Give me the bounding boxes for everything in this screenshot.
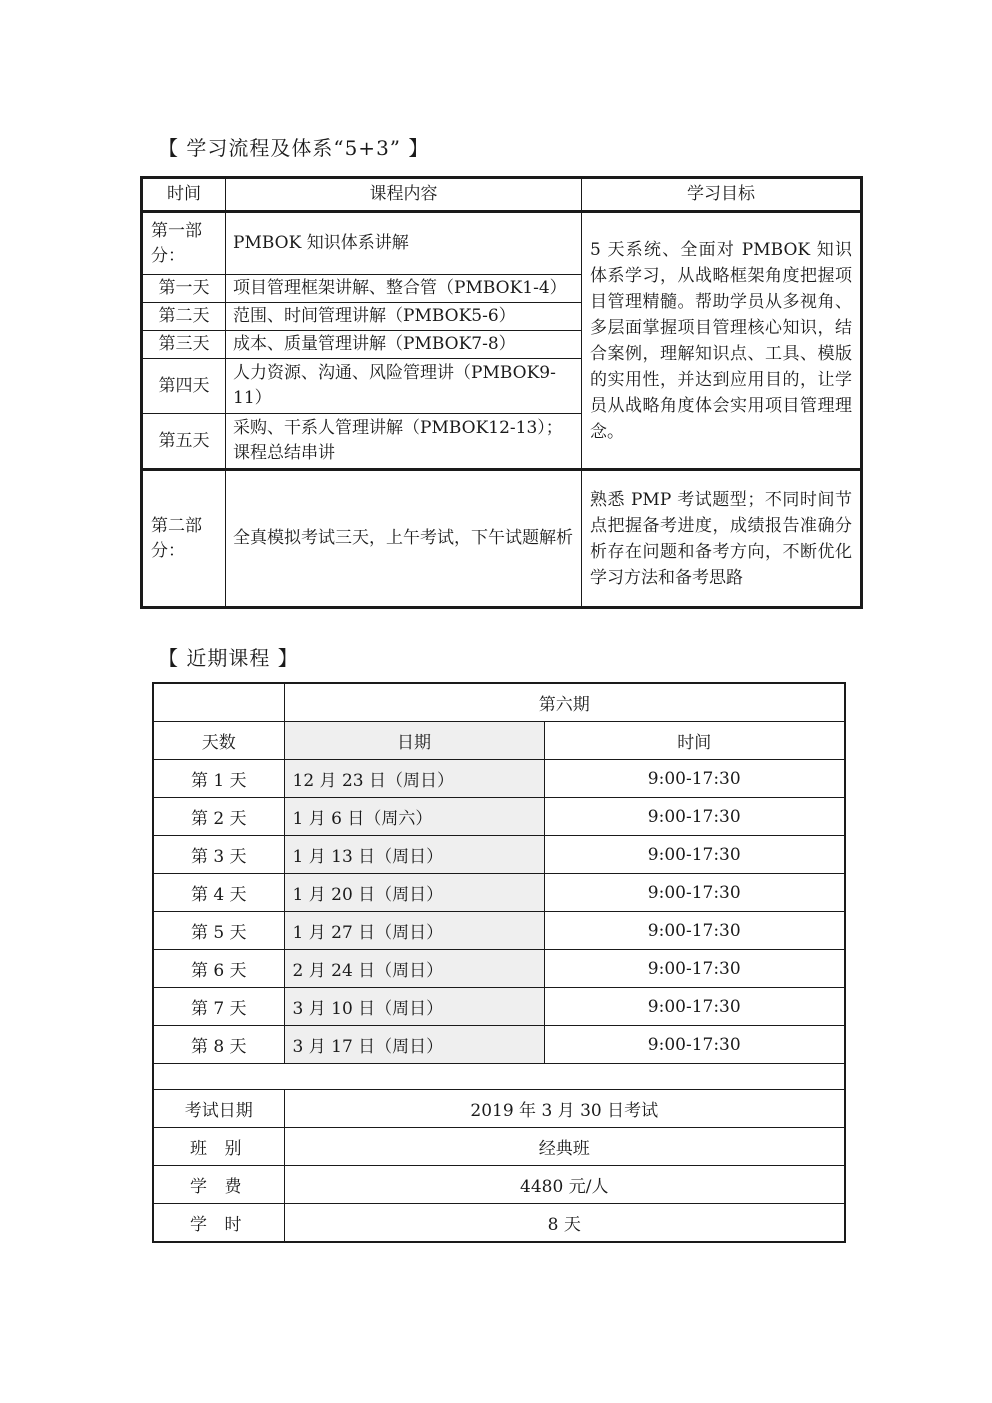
learning-process-table [140,176,863,609]
schedule-time: 9:00-17:30 [544,874,845,912]
table-row [153,988,845,1026]
header-goal: 学习目标 [582,178,862,212]
schedule-date: 1 月 20 日（周日） [284,874,544,912]
schedule-day: 第 2 天 [153,798,284,836]
header-date: 日期 [284,722,544,760]
info-label-hours: 学 时 [153,1204,284,1243]
part2-label: 第二部分： [142,470,226,608]
table-row [153,912,845,950]
info-row [153,1128,845,1166]
day-label: 第五天 [142,414,226,470]
schedule-day: 第 6 天 [153,950,284,988]
period-label: 第六期 [284,683,845,722]
table-row [153,836,845,874]
schedule-day: 第 8 天 [153,1026,284,1064]
header-time: 时间 [544,722,845,760]
day-content: 采购、干系人管理讲解（PMBOK12-13）；课程总结串讲 [226,414,582,470]
schedule-day: 第 1 天 [153,760,284,798]
schedule-date: 1 月 6 日（周六） [284,798,544,836]
recent-courses-table [152,682,846,1243]
part1-content: PMBOK 知识体系讲解 [226,212,582,275]
period-row [153,683,845,722]
blank-cell [153,683,284,722]
schedule-date: 12 月 23 日（周日） [284,760,544,798]
schedule-day: 第 7 天 [153,988,284,1026]
schedule-date: 3 月 17 日（周日） [284,1026,544,1064]
table-row [153,1026,845,1064]
schedule-date: 1 月 27 日（周日） [284,912,544,950]
table-row [142,212,862,275]
day-label: 第二天 [142,303,226,331]
info-label-exam-date: 考试日期 [153,1090,284,1128]
info-row [153,1090,845,1128]
schedule-time: 9:00-17:30 [544,760,845,798]
day-content: 范围、时间管理讲解（PMBOK5-6） [226,303,582,331]
day-content: 人力资源、沟通、风险管理讲（PMBOK9-11） [226,359,582,414]
part2-content: 全真模拟考试三天，上午考试，下午试题解析 [226,470,582,608]
day-content: 项目管理框架讲解、整合管（PMBOK1-4） [226,275,582,303]
info-value-fee: 4480 元/人 [284,1166,845,1204]
schedule-time: 9:00-17:30 [544,912,845,950]
spacer-row [153,1064,845,1090]
schedule-date: 2 月 24 日（周日） [284,950,544,988]
schedule-day: 第 4 天 [153,874,284,912]
part1-label: 第一部分： [142,212,226,275]
info-value-class: 经典班 [284,1128,845,1166]
table-row [153,950,845,988]
table-header-row [153,722,845,760]
table-header-row [142,178,862,212]
schedule-time: 9:00-17:30 [544,950,845,988]
day-label: 第四天 [142,359,226,414]
schedule-time: 9:00-17:30 [544,836,845,874]
section-heading-learning-process: 【 学习流程及体系“5+3” 】 [158,136,430,160]
table-row [142,470,862,608]
part2-goal: 熟悉 PMP 考试题型；不同时间节点把握备考进度，成绩报告准确分析存在问题和备考方向，不断优化学习方法和备考思路 [582,470,862,608]
section-heading-recent-courses: 【 近期课程 】 [158,646,299,670]
schedule-day: 第 5 天 [153,912,284,950]
schedule-date: 1 月 13 日（周日） [284,836,544,874]
schedule-date: 3 月 10 日（周日） [284,988,544,1026]
table-row [153,798,845,836]
header-content: 课程内容 [226,178,582,212]
blank-cell [153,1064,845,1090]
info-row [153,1204,845,1243]
day-label: 第三天 [142,331,226,359]
part1-goal: 5 天系统、全面对 PMBOK 知识体系学习，从战略框架角度把握项目管理精髓。帮助学员从多视角、多层面掌握项目管理核心知识，结合案例，理解知识点、工具、模版的实用性，并达到应用目的，让学员从战略角度体会实用项目管理理念。 [582,212,862,470]
header-time: 时间 [142,178,226,212]
header-days: 天数 [153,722,284,760]
table-row [153,874,845,912]
day-label: 第一天 [142,275,226,303]
schedule-day: 第 3 天 [153,836,284,874]
info-value-hours: 8 天 [284,1204,845,1243]
info-label-fee: 学 费 [153,1166,284,1204]
schedule-time: 9:00-17:30 [544,1026,845,1064]
table-row [153,760,845,798]
info-value-exam-date: 2019 年 3 月 30 日考试 [284,1090,845,1128]
info-row [153,1166,845,1204]
day-content: 成本、质量管理讲解（PMBOK7-8） [226,331,582,359]
info-label-class: 班 别 [153,1128,284,1166]
schedule-time: 9:00-17:30 [544,988,845,1026]
schedule-time: 9:00-17:30 [544,798,845,836]
